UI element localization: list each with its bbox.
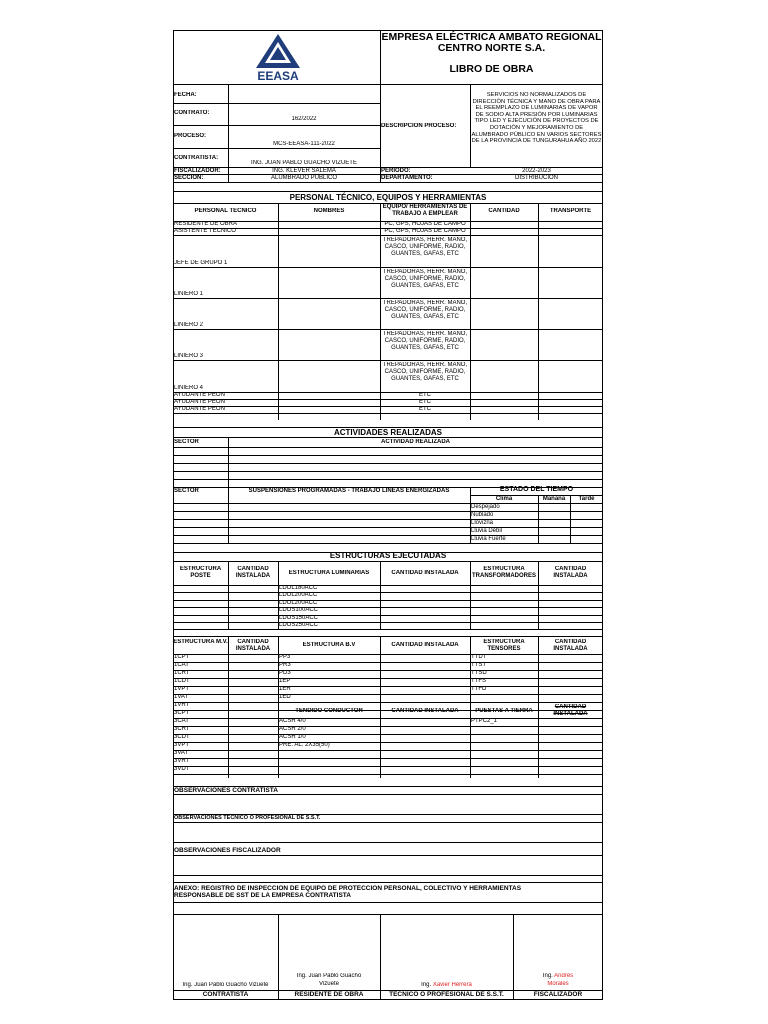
tensor-item: TTSD — [471, 670, 487, 676]
mv-item: 1CRT — [174, 670, 190, 676]
luminaria-item: LDOS250ACC — [279, 622, 319, 628]
estructuras-mv-header: ESTRUCTURA TENSORES — [483, 639, 525, 652]
estructuras-header: CANTIDAD INSTALADA — [235, 566, 271, 579]
mv-item: 3CPT — [174, 710, 190, 716]
tendido-item: ACSR 4/0 — [279, 718, 306, 724]
mv-item: 3CAT — [174, 718, 189, 724]
estado-tiempo-title: ESTADO DEL TIEMPO — [499, 486, 574, 493]
clima-label: Clima — [495, 496, 513, 502]
firma-tecnico-role: TECNICO O PROFESIONAL DE S.S.T. — [389, 991, 504, 998]
personal-name-field[interactable] — [278, 399, 380, 406]
header-personal-tecnico: PERSONAL TÉCNICO — [194, 208, 257, 214]
departamento-value: DISTRIBUCION — [514, 175, 558, 181]
personal-equipment: TREPADORAS, HERR. MANO, CASCO, UNIFORME, RADIO, GUANTES, GAFAS, ETC — [382, 237, 468, 257]
contrato-value: 162/2022 — [291, 116, 317, 122]
company-name-line1: EMPRESA ELÉCTRICA AMBATO REGIONAL — [381, 31, 602, 43]
estructuras-mv-header: CANTIDAD INSTALADA — [391, 642, 459, 648]
personal-name-field[interactable] — [278, 360, 380, 392]
anexo-line2: RESPONSABLE DE SST DE LA EMPRESA CONTRATISTA — [174, 892, 351, 899]
anexo-line1: ANEXO: REGISTRO DE INSPECCIÓN DE EQUIPO DE PROTECCIÓN PERSONAL, COLECTIVO Y HERRAMIENTAS — [174, 885, 522, 892]
departamento-label: DEPARTAMENTO: — [381, 175, 433, 181]
personal-role: LINIERO 3 — [174, 353, 204, 359]
fecha-label: FECHA: — [174, 92, 197, 98]
luminaria-item: LDOL180ACC — [279, 585, 318, 591]
bv-item: 1ER — [279, 686, 291, 692]
estructuras-header: CANTIDAD INSTALADA — [391, 570, 459, 576]
firma-residente-name-2: Vizuete — [319, 981, 339, 987]
suspensiones-label: SUSPENSIONES PROGRAMADAS - TRABAJO LÍNEAS ENERGIZADAS — [248, 488, 450, 494]
estructuras-mv-header: ESTRUCTURA B.V — [302, 642, 356, 648]
seccion-label: SECCION: — [174, 175, 204, 181]
personal-role: AYUDANTE PEÓN — [174, 406, 225, 412]
mv-item: 1VPT — [174, 686, 190, 692]
tensor-item: TTFS — [471, 678, 486, 684]
estructuras-header: ESTRUCTURA LUMINARIAS — [288, 570, 370, 576]
obs-tecnico-label: OBSERVACIONES TECNICO O PROFESIONAL DE S.S.T. — [174, 815, 321, 821]
descripcion-label: DESCRIPCIÓN PROCESO: — [381, 123, 457, 129]
header-transporte: TRANSPORTE — [549, 208, 592, 214]
personal-role: AYUDANTE PEÓN — [174, 399, 225, 405]
firma-tecnico-name: Ing. Xavier Herrera — [421, 982, 472, 988]
mv-item: 1CAT — [174, 662, 189, 668]
luminaria-item: LDOL200ACC — [279, 592, 318, 598]
contratista-label: CONTRATISTA: — [174, 155, 219, 161]
mv-item: 1CPT — [174, 654, 190, 660]
mv-item: 1CDT — [174, 678, 190, 684]
estructuras-mv-header: CANTIDAD INSTALADA — [235, 639, 271, 652]
clima-item: Lluvia Fuerte — [471, 536, 506, 542]
obs-contratista-label: OBSERVACIONES CONTRATISTA — [174, 787, 278, 794]
header-equipo: EQUIPO/ HERRAMIENTAS DE TRABAJO A EMPLEAR — [382, 204, 468, 217]
firma-contratista-role: CONTRATISTA — [202, 991, 249, 998]
clima-item: Nublado — [471, 512, 494, 518]
actividades-section-title: ACTIVIDADES REALIZADAS — [333, 428, 442, 437]
tendido-item: PRE. AL. 2X35(50) — [279, 742, 330, 748]
personal-name-field[interactable] — [278, 298, 380, 329]
personal-role: RESIDENTE DE OBRA — [174, 221, 238, 227]
bv-item: PR3 — [279, 662, 291, 668]
header-cantidad: CANTIDAD — [488, 208, 520, 214]
sector2-label: SECTOR — [174, 488, 199, 494]
mv-item: 3CRT — [174, 726, 190, 732]
luminaria-item: LDOS100ACC — [279, 607, 319, 613]
bv-item: 1ED — [279, 694, 291, 700]
personal-name-field[interactable] — [278, 406, 380, 413]
sector-label: SECTOR — [174, 439, 199, 445]
personal-role: JEFE DE GRUPO 1 — [174, 260, 228, 266]
tendido-item: ACSR 1/0 — [279, 734, 306, 740]
obs-fiscalizador-label: OBSERVACIONES FISCALIZADOR — [174, 847, 281, 854]
estructuras-header: ESTRUCTURA TRANSFORMADORES — [472, 566, 536, 579]
personal-equipment: PC, GPS, HOJAS DE CAMPO — [384, 228, 466, 234]
tierra-item: PTPC2_1 — [471, 718, 498, 724]
personal-equipment: ETC — [419, 406, 431, 412]
tensor-item: TTST — [471, 662, 486, 668]
actividad-label: ACTIVIDAD REALIZADA — [381, 439, 450, 445]
tensor-item: TTDT — [471, 654, 487, 660]
firma-fiscalizador-name-2: Morales — [547, 981, 569, 987]
personal-role: LINIERO 1 — [174, 291, 204, 297]
personal-equipment: ETC — [419, 392, 431, 398]
contrato-label: CONTRATO: — [174, 110, 210, 116]
tendido-cant-label: CANTIDAD INSTALADA — [391, 708, 459, 714]
firma-fiscalizador-role: FISCALIZADOR — [533, 991, 583, 998]
luminaria-item: LDOL200ACC — [279, 600, 318, 606]
estructuras-section-title: ESTRUCTURAS EJECUTADAS — [329, 551, 447, 560]
personal-name-field[interactable] — [278, 228, 380, 235]
personal-name-field[interactable] — [278, 235, 380, 267]
header-nombres: NOMBRES — [313, 208, 345, 214]
personal-name-field[interactable] — [278, 267, 380, 298]
tarde-label: Tarde — [578, 496, 595, 502]
estructuras-header: ESTRUCTURA POSTE — [179, 566, 222, 579]
obs-fiscalizador-field[interactable] — [173, 856, 603, 875]
mv-item: 3VAT — [174, 750, 189, 756]
periodo-label: PERIODO: — [381, 168, 411, 174]
personal-section-title: PERSONAL TÉCNICO, EQUIPOS Y HERRAMIENTAS — [289, 193, 487, 202]
tierra-cant-label: CANTIDAD INSTALADA — [553, 704, 588, 717]
clima-item: Llovizna — [471, 520, 494, 526]
obs-contratista-field[interactable] — [173, 795, 603, 814]
company-name-line2: CENTRO NORTE S.A. — [437, 42, 546, 54]
mv-item: 3VRT — [174, 758, 190, 764]
personal-equipment: TREPADORAS, HERR. MANO, CASCO, UNIFORME, RADIO, GUANTES, GAFAS, ETC — [382, 331, 468, 351]
periodo-value: 2022-2023 — [522, 168, 551, 174]
personal-equipment: TREPADORAS, HERR. MANO, CASCO, UNIFORME, RADIO, GUANTES, GAFAS, ETC — [382, 269, 468, 289]
contratista-value: ING. JUAN PABLO GUACHO VIZUETE — [251, 160, 357, 166]
bv-item: PD3 — [279, 670, 291, 676]
personal-equipment: TREPADORAS, HERR. MANO, CASCO, UNIFORME, RADIO, GUANTES, GAFAS, ETC — [382, 362, 468, 382]
estructuras-header: CANTIDAD INSTALADA — [553, 566, 588, 579]
mv-item: 1VAT — [174, 694, 189, 700]
fecha-field[interactable] — [229, 85, 379, 102]
personal-equipment: PC, GPS, HOJAS DE CAMPO — [384, 221, 466, 227]
clima-item: Lluvia Débil — [471, 528, 503, 534]
personal-name-field[interactable] — [278, 329, 380, 360]
mv-item: 3CDT — [174, 734, 190, 740]
firma-fiscalizador-name-1: Ing. Andrés — [542, 973, 574, 979]
fiscalizador-label: FISCALIZADOR: — [174, 168, 221, 174]
personal-equipment: ETC — [419, 399, 431, 405]
proceso-label: PROCESO: — [174, 133, 207, 139]
tendido-label: TENDIDO CONDUCTOR — [295, 708, 363, 714]
book-title: LIBRO DE OBRA — [449, 63, 534, 75]
bv-item: 1EP — [279, 678, 291, 684]
descripcion-value: SERVICIOS NO NORMALIZADOS DE DIRECCIÓN TÉCNICA Y MANO DE OBRA PARA EL REEMPLAZO DE LUMINARIAS DE VAPOR DE SODIO ALTA PRESIÓN POR LUMINARIAS TIPO LED Y EJECUCIÓN DE PROYECTOS DE DOTACIÓN Y MEJORAMIENTO DE ALUMBRADO PÚBLICO EN VARIOS SECTORES DE LA PROVINCIA DE TUNGURAHUA AÑO 2022 — [471, 92, 602, 145]
personal-role: LINIERO 4 — [174, 385, 204, 391]
eeasa-logo — [248, 30, 308, 85]
libro-de-obra-form — [173, 30, 603, 1000]
personal-name-field[interactable] — [278, 221, 380, 228]
personal-role: AYUDANTE PEÓN — [174, 392, 225, 398]
tierra-label: PUESTAS A TIERRA — [475, 708, 533, 714]
mv-item: 1VRT — [174, 702, 190, 708]
svg-text:EEASA: EEASA — [257, 69, 299, 83]
personal-role: ASISTENTE TECNICO — [174, 228, 236, 234]
proceso-value: MCS-EEASA-111-2022 — [273, 141, 335, 147]
personal-name-field[interactable] — [278, 392, 380, 399]
tendido-item: ACSR 2/0 — [279, 726, 306, 732]
manana-label: Mañana — [542, 496, 566, 502]
mv-item: 3VPT — [174, 742, 190, 748]
firma-residente-name-1: Ing. Juan Pablo Guacho — [296, 973, 362, 979]
mv-item: 3VDT — [174, 766, 190, 772]
bv-item: PP3 — [279, 654, 291, 660]
estructuras-mv-header: ESTRUCTURA M.V. — [173, 639, 228, 645]
obs-tecnico-field[interactable] — [173, 823, 603, 842]
estructuras-mv-header: CANTIDAD INSTALADA — [553, 639, 588, 652]
personal-role: LINIERO 2 — [174, 322, 204, 328]
clima-item: Despejado — [471, 504, 500, 510]
luminaria-item: LDOS150ACC — [279, 615, 319, 621]
seccion-value: ALUMBRADO PUBLICO — [270, 175, 337, 181]
firma-contratista-name: Ing. Juan Pablo Guacho Vizuete — [182, 982, 269, 988]
tensor-item: TTFD — [471, 686, 487, 692]
firma-residente-role: RESIDENTE DE OBRA — [294, 991, 364, 998]
personal-equipment: TREPADORAS, HERR. MANO, CASCO, UNIFORME, RADIO, GUANTES, GAFAS, ETC — [382, 300, 468, 320]
fiscalizador-value: ING. KLEVER SALEMA — [272, 168, 336, 174]
